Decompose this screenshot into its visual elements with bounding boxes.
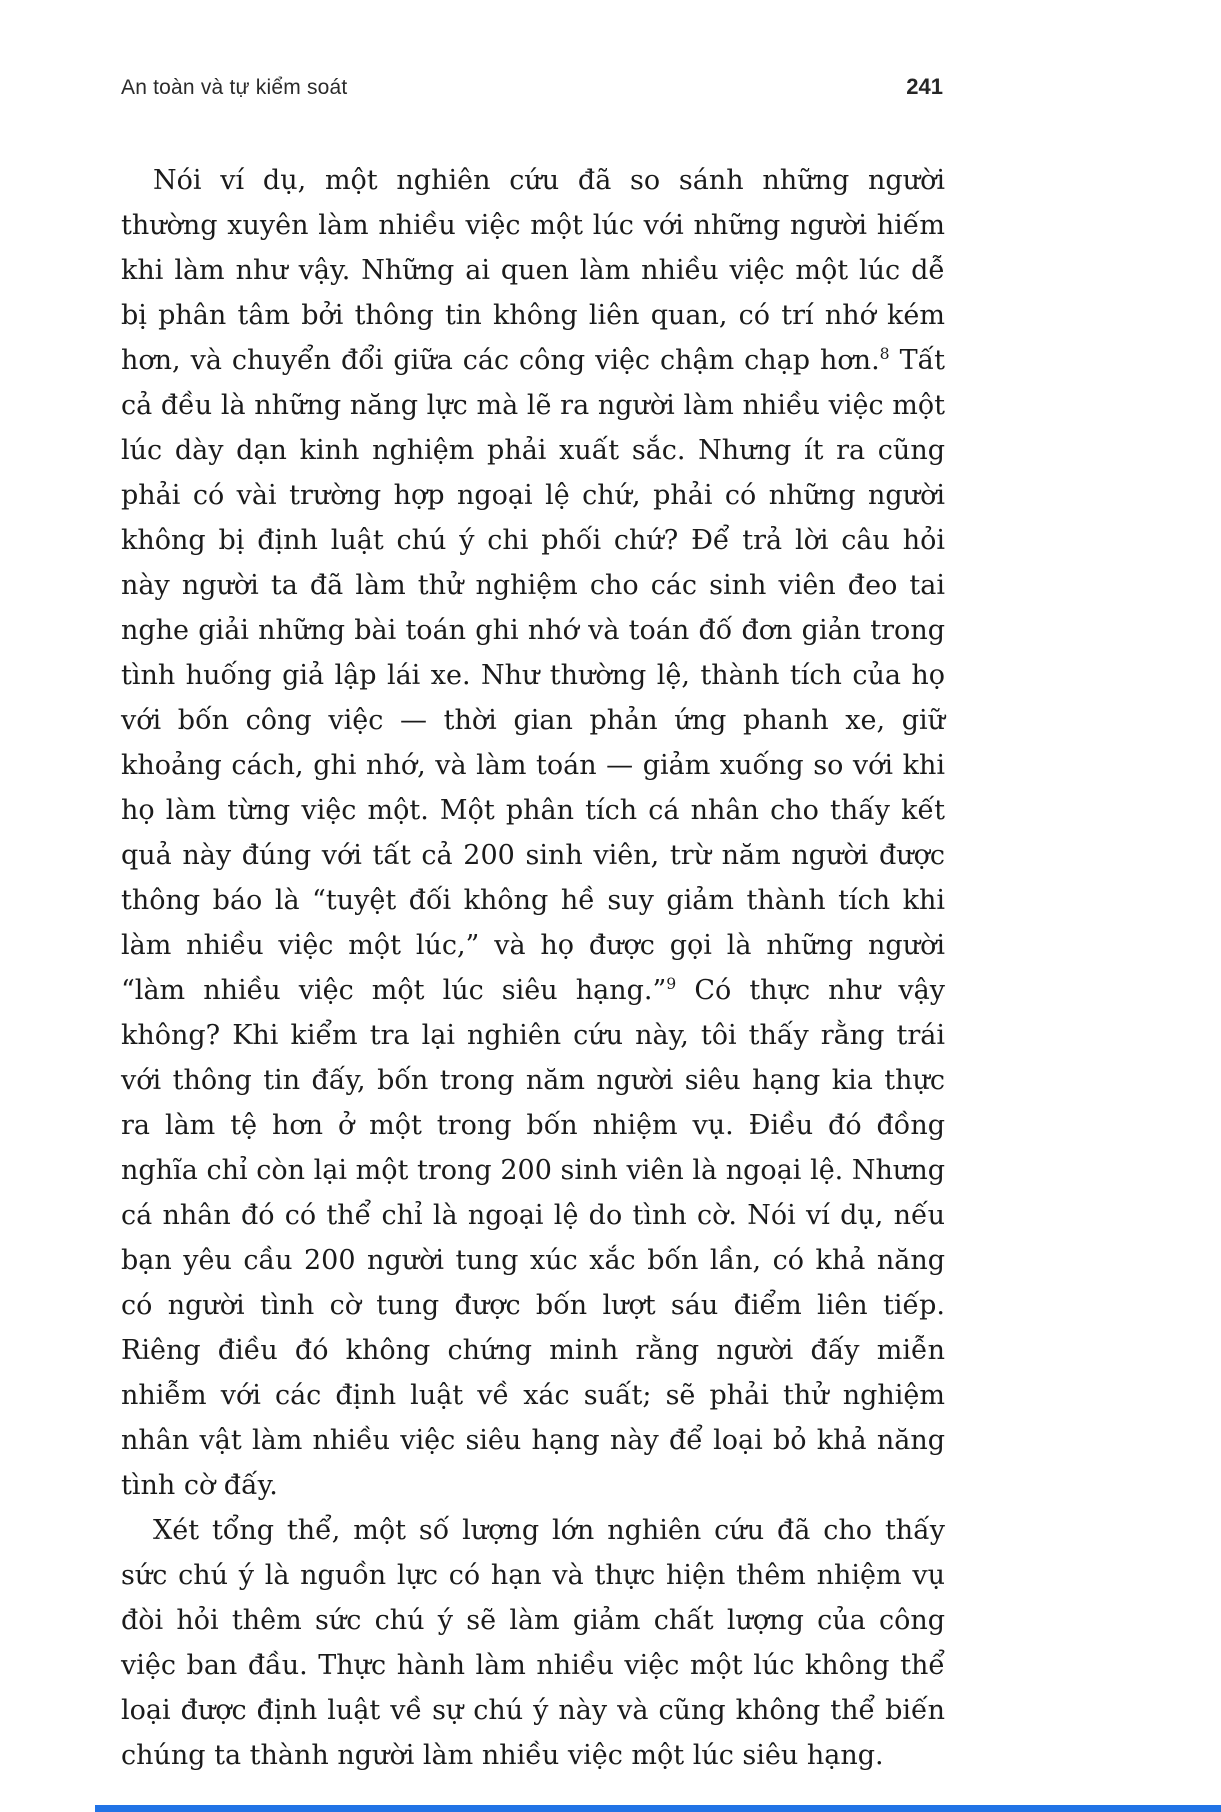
paragraph-1-segment-2: Tất cả đều là những năng lực mà lẽ ra người làm nhiều việc một lúc dày dạn kinh nghiệm phải xuất sắc. Nhưng ít ra cũng phải có vài trường hợp ngoại lệ chứ, phải có những người không bị định luật chú ý chi phối chứ? Để trả lời câu hỏi này người ta đã làm thử nghiệm cho các sinh viên đeo tai nghe giải những bài toán ghi nhớ và toán đố đơn giản trong tình huống giả lập lái xe. Như thường lệ, thành tích của họ với bốn công việc — thời gian phản ứng phanh xe, giữ khoảng cách, ghi nhớ, và làm toán — giảm xuống so với khi họ làm từng việc một. Một phân tích cá nhân cho thấy kết quả này đúng với tất cả 200 sinh viên, trừ năm người được thông báo là “tuyệt đối không hề suy giảm thành tích khi làm nhiều việc một lúc,” và họ được gọi là những người “làm nhiều việc một lúc siêu hạng.” bbox=[121, 345, 945, 1006]
paragraph-2-text: Xét tổng thể, một số lượng lớn nghiên cứu đã cho thấy sức chú ý là nguồn lực có hạn và thực hiện thêm nhiệm vụ đòi hỏi thêm sức chú ý sẽ làm giảm chất lượng của công việc ban đầu. Thực hành làm nhiều việc một lúc không thể loại được định luật về sự chú ý này và cũng không thể biến chúng ta thành người làm nhiều việc một lúc siêu hạng. bbox=[121, 1515, 945, 1771]
paragraph-1-segment-1: Nói ví dụ, một nghiên cứu đã so sánh những người thường xuyên làm nhiều việc một lúc với những người hiếm khi làm như vậy. Những ai quen làm nhiều việc một lúc dễ bị phân tâm bởi thông tin không liên quan, có trí nhớ kém hơn, và chuyển đổi giữa các công việc chậm chạp hơn. bbox=[121, 165, 945, 376]
page-body bbox=[121, 158, 945, 1778]
footnote-ref-9: 9 bbox=[666, 974, 677, 993]
paragraph-1 bbox=[121, 158, 945, 1508]
paragraph-1-segment-3: Có thực như vậy không? Khi kiểm tra lại nghiên cứu này, tôi thấy rằng trái với thông tin đấy, bốn trong năm người siêu hạng kia thực ra làm tệ hơn ở một trong bốn nhiệm vụ. Điều đó đồng nghĩa chỉ còn lại một trong 200 sinh viên là ngoại lệ. Nhưng cá nhân đó có thể chỉ là ngoại lệ do tình cờ. Nói ví dụ, nếu bạn yêu cầu 200 người tung xúc xắc bốn lần, có khả năng có người tình cờ tung được bốn lượt sáu điểm liên tiếp. Riêng điều đó không chứng minh rằng người đấy miễn nhiễm với các định luật về xác suất; sẽ phải thử nghiệm nhân vật làm nhiều việc siêu hạng này để loại bỏ khả năng tình cờ đấy. bbox=[121, 975, 946, 1501]
paragraph-2 bbox=[121, 1508, 945, 1778]
page-header bbox=[121, 74, 943, 100]
running-header-title: An toàn và tự kiểm soát bbox=[121, 76, 348, 99]
page-number: 241 bbox=[906, 74, 943, 99]
footnote-ref-8: 8 bbox=[879, 344, 890, 363]
bottom-accent-bar bbox=[95, 1805, 1221, 1812]
